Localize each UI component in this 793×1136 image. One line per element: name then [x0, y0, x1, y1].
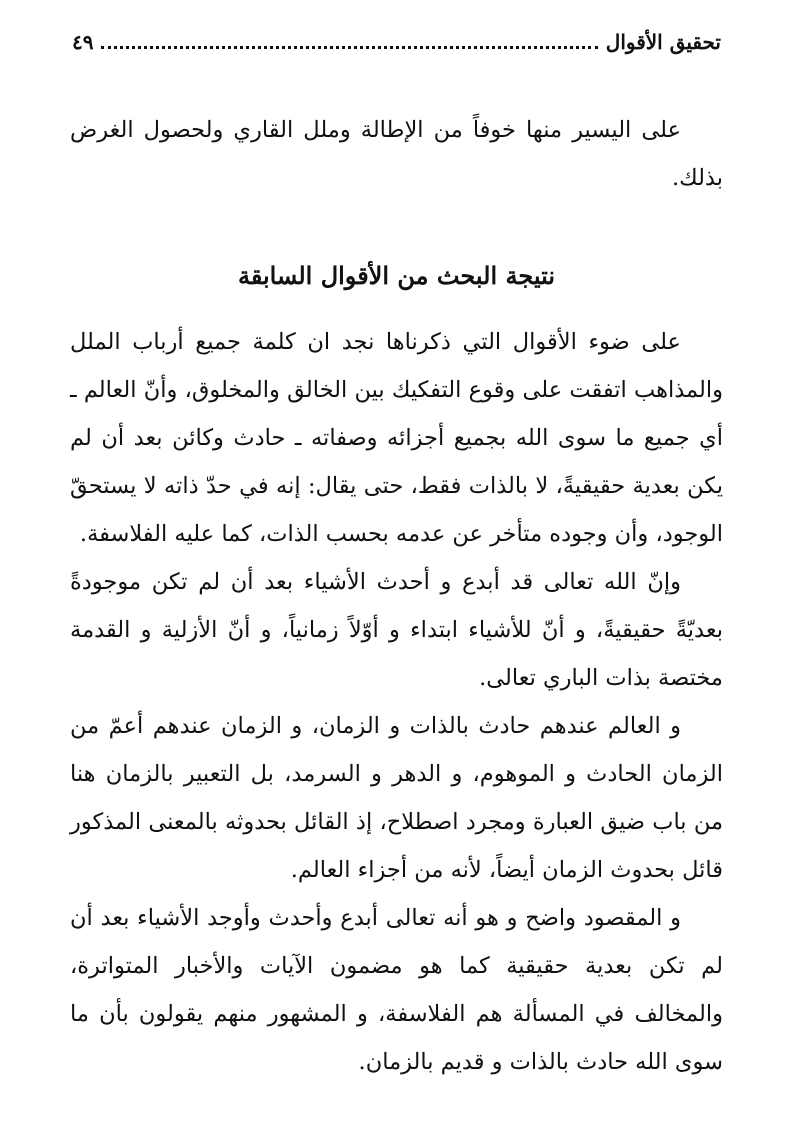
- running-title: تحقيق الأقوال: [605, 30, 721, 54]
- page-number: ٤٩: [72, 30, 94, 54]
- page-body: [70, 106, 723, 1086]
- running-header: [72, 30, 721, 64]
- dotted-leader: [101, 46, 597, 49]
- paragraph: وإنّ الله تعالى قد أبدع و أحدث الأشياء بعد أن لم تكن موجودةً بعديّةً حقيقيةً، و أنّ للأشياء ابتداء و أوّلاً زمانياً، و أنّ الأزلية و القدمة مختصة بذات الباري تعالى.: [70, 569, 723, 691]
- opening-line: على اليسير منها خوفاً من الإطالة وملل القاري ولحصول الغرض بذلك.: [70, 117, 723, 191]
- paragraph: و المقصود واضح و هو أنه تعالى أبدع وأحدث وأوجد الأشياء بعد أن لم تكن بعدية حقيقية كما هو مضمون الآيات والأخبار المتواترة، والمخالف في المسألة هم الفلاسفة، و المشهور منهم يقولون بأن ما سوى الله حادث بالذات و قديم بالزمان.: [70, 905, 723, 1075]
- paragraph: على ضوء الأقوال التي ذكرناها نجد ان كلمة جميع أرباب الملل والمذاهب اتفقت على وقوع التفكيك بين الخالق والمخلوق، وأنّ العالم ـ أي جميع ما سوى الله بجميع أجزائه وصفاته ـ حادث وكائن بعد أن لم يكن بعدية حقيقيةً، لا بالذات فقط، حتى يقال: إنه في حدّ ذاته لا يستحقّ الوجود، وأن وجوده متأخر عن عدمه بحسب الذات، كما عليه الفلاسفة.: [70, 329, 723, 547]
- paragraph: و العالم عندهم حادث بالذات و الزمان، و الزمان عندهم أعمّ من الزمان الحادث و الموهوم، و الدهر و السرمد، بل التعبير بالزمان هنا من باب ضيق العبارة ومجرد اصطلاح، إذ القائل بحدوثه بالمعنى المذكور قائل بحدوث الزمان أيضاً، لأنه من أجزاء العالم.: [70, 713, 723, 883]
- section-heading: نتيجة البحث من الأقوال السابقة: [237, 261, 556, 290]
